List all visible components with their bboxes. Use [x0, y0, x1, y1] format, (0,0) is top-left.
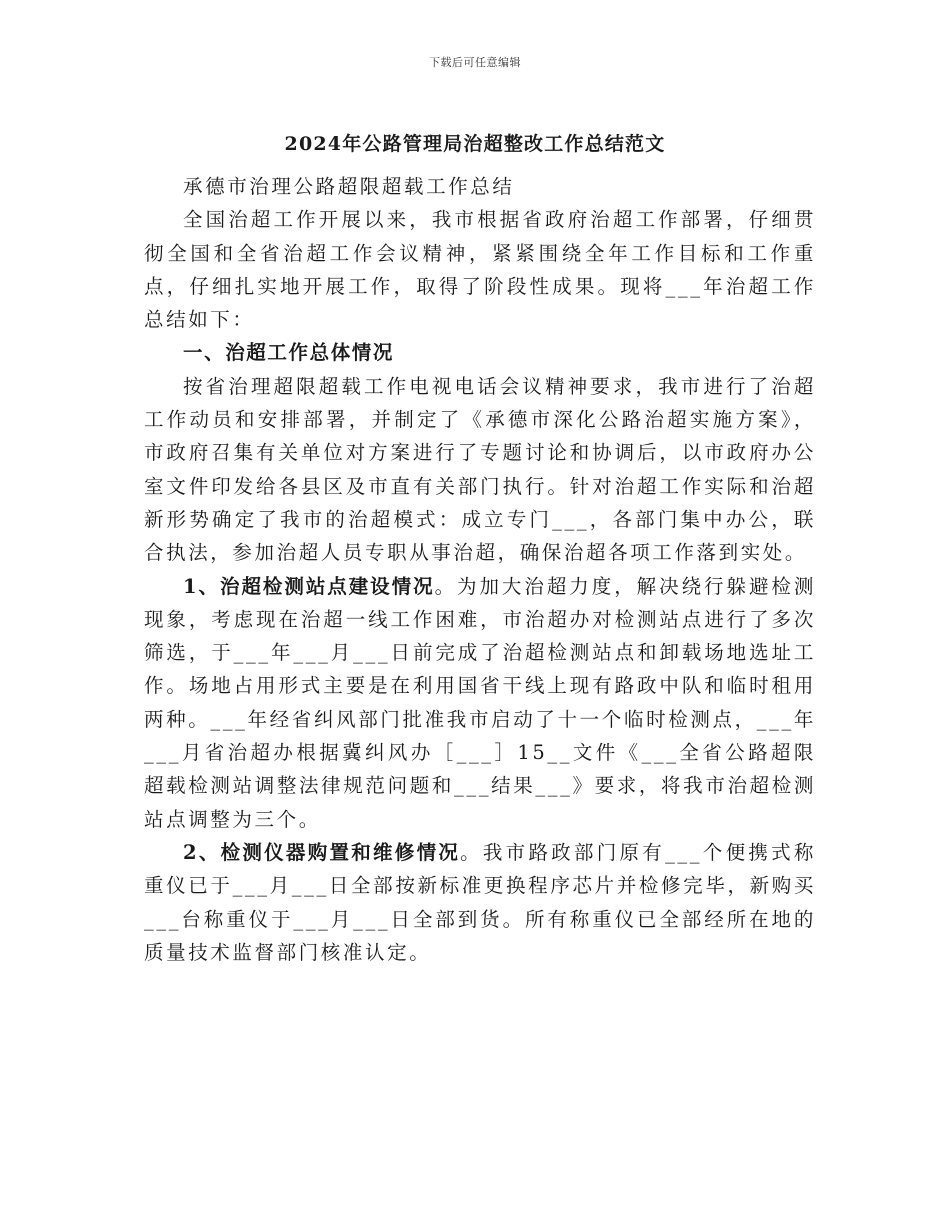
page-header-note: 下载后可任意编辑: [429, 56, 521, 69]
item-1-paragraph: [144, 570, 816, 836]
item-1-body: 。为加大治超力度，解决绕行躲避检测现象，考虑现在治超一线工作困难，市治超办对检测站点进行了多次筛选，于___年___月___日前完成了治超检测站点和卸载场地选址工作。场地占用形式主要是在利用国省干线上现有路政中队和临时租用两种。___年经省纠风部门批准我市启动了十一个临时检测点，___年___月省治超办根据冀纠风办［___］15__文件《___全省公路超限超载检测站调整法律规范问题和___结果___》要求，将我市治超检测站点调整为三个。: [144, 574, 816, 831]
item-1-heading: 1、治超检测站点建设情况: [183, 574, 435, 598]
document-body: [144, 170, 816, 969]
item-2-heading: 2、检测仪器购置和维修情况: [183, 840, 461, 864]
item-2-body: 。我市路政部门原有___个便携式称重仪已于___月___日全部按新标准更换程序芯片并检修完毕，新购买___台称重仪于___月___日全部到货。所有称重仪已全部经所在地的质量技术监督部门核准认定。: [144, 840, 816, 964]
section-1-heading: 一、治超工作总体情况: [183, 341, 395, 365]
section-1-paragraph: 按省治理超限超载工作电视电话会议精神要求，我市进行了治超工作动员和安排部署，并制定了《承德市深化公路治超实施方案》，市政府召集有关单位对方案进行了专题讨论和协调后，以市政府办公室文件印发给各县区及市直有关部门执行。针对治超工作实际和治超新形势确定了我市的治超模式：成立专门___，各部门集中办公，联合执法，参加治超人员专职从事治超，确保治超各项工作落到实处。: [144, 374, 816, 565]
item-2-paragraph: [144, 836, 816, 969]
document-title: 2024年公路管理局治超整改工作总结范文: [284, 133, 666, 155]
intro-paragraph: 全国治超工作开展以来，我市根据省政府治超工作部署，仔细贯彻全国和全省治超工作会议精神，紧紧围绕全年工作目标和工作重点，仔细扎实地开展工作，取得了阶段性成果。现将___年治超工作总结如下：: [144, 208, 816, 332]
document-subtitle: 承德市治理公路超限超载工作总结: [183, 175, 515, 198]
